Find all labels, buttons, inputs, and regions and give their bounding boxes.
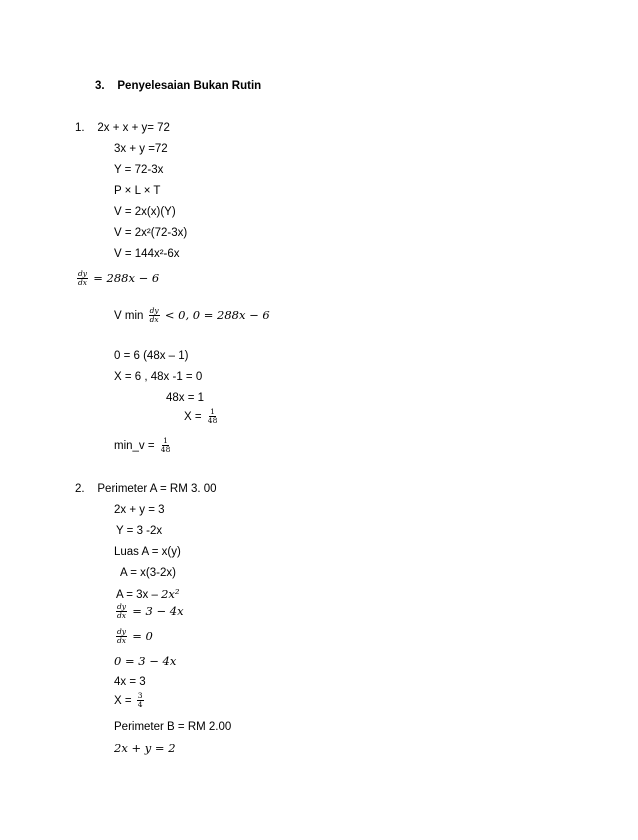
q1-line-10: 48x = 1 (166, 392, 205, 404)
q2-number: 2. (75, 483, 85, 495)
fraction-denominator: dx (78, 278, 88, 288)
q1-line-8: 0 = 6 (48x – 1) (114, 350, 189, 362)
fraction-numerator: dy (117, 602, 127, 612)
q2-line-10: 2x + y = 2 (114, 741, 176, 755)
vmin-rhs: < 0, 0 = 288x − 6 (164, 308, 270, 322)
q1-min-v (114, 436, 173, 456)
q1-first-line (75, 121, 170, 135)
section-title: Penyelesaian Bukan Rutin (117, 80, 262, 92)
x-fraction (137, 692, 144, 709)
q2-derivative-1 (114, 601, 184, 622)
fraction-denominator: dx (117, 611, 127, 621)
x-label: X = (114, 695, 132, 707)
section-heading (95, 79, 261, 93)
fraction-denominator: dx (149, 315, 159, 325)
area-rhs: 2x² (161, 587, 180, 601)
min-v-label: min_v = (114, 440, 155, 452)
vmin-label: V min (114, 310, 144, 322)
q2-derivative-2 (114, 626, 153, 647)
q2-line-6 (116, 587, 180, 602)
q1-x-fraction (184, 407, 220, 427)
dy-dx-fraction (149, 307, 160, 324)
q2-line-4: Luas A = x(y) (114, 546, 181, 558)
q2-line-7: 0 = 3 − 4x (114, 654, 177, 668)
q2-x-fraction (114, 691, 146, 711)
q1-line-2: 3x + y =72 (114, 143, 168, 155)
q1-line-1: 2x + x + y= 72 (97, 122, 170, 134)
derivative-rhs: = 3 − 4x (132, 604, 184, 618)
q1-line-7: V = 144x²-6x (114, 248, 180, 260)
q1-line-5: V = 2x(x)(Y) (114, 206, 176, 218)
fraction-numerator: dy (117, 627, 127, 637)
derivative-rhs: = 288x − 6 (93, 271, 160, 285)
q1-number: 1. (75, 122, 85, 134)
q1-line-3: Y = 72-3x (114, 164, 164, 176)
dy-dx-fraction (116, 628, 127, 645)
q2-first-line (75, 482, 217, 496)
x-fraction (207, 408, 219, 425)
fraction-denominator: 48 (207, 416, 218, 426)
q2-line-1: Perimeter A = RM 3. 00 (97, 483, 217, 495)
q2-line-3: Y = 3 -2x (116, 525, 163, 537)
derivative-rhs: = 0 (132, 629, 153, 643)
fraction-numerator: 3 (137, 691, 143, 701)
q1-line-6: V = 2x²(72-3x) (114, 227, 188, 239)
q1-vmin (114, 305, 270, 326)
fraction-numerator: 1 (210, 407, 215, 417)
q1-derivative (75, 268, 159, 289)
q2-line-9: Perimeter B = RM 2.00 (114, 721, 232, 733)
fraction-numerator: dy (78, 269, 88, 279)
q2-line-2: 2x + y = 3 (114, 504, 165, 516)
fraction-numerator: dy (149, 306, 159, 316)
dy-dx-fraction (77, 270, 88, 287)
area-lhs: A = 3x – (116, 589, 158, 601)
fraction-denominator: dx (117, 636, 127, 646)
dy-dx-fraction (116, 603, 127, 620)
q1-line-4: P × L × T (114, 185, 161, 197)
q1-line-9: X = 6 , 48x -1 = 0 (114, 371, 203, 383)
fraction-denominator: 4 (137, 700, 143, 710)
x-label: X = (184, 411, 202, 423)
q2-line-8: 4x = 3 (114, 676, 146, 688)
fraction-numerator: 1 (163, 436, 168, 446)
fraction-denominator: 48 (160, 445, 171, 455)
section-number: 3. (95, 80, 105, 92)
min-v-fraction (160, 437, 172, 454)
q2-line-5: A = x(3-2x) (120, 567, 176, 579)
